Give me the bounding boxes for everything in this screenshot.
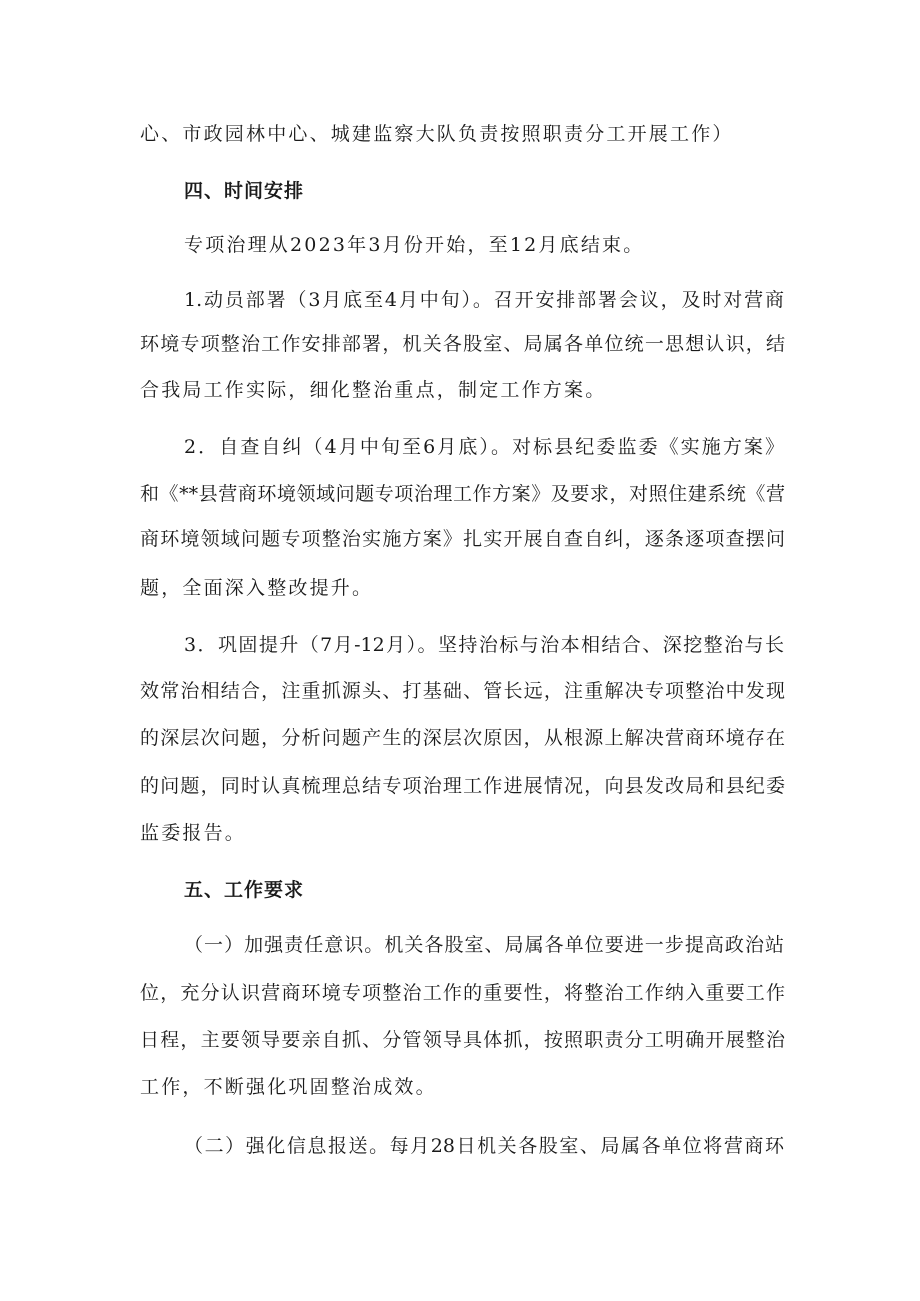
text-line: 的问题，同时认真梳理总结专项治理工作进展情况，向县发改局和县纪委 xyxy=(140,775,785,797)
text-line: 1.动员部署（3月底至4月中旬）。召开安排部署会议，及时对营商 xyxy=(184,289,784,311)
text-line: 题，全面深入整改提升。 xyxy=(140,577,374,599)
text-line: 环境专项整治工作安排部署，机关各股室、局属各单位统一思想认识，结 xyxy=(140,333,785,355)
text-line: 3．巩固提升（7月-12月）。坚持治标与治本相结合、深挖整治与长 xyxy=(184,634,784,656)
text-line: 日程，主要领导要亲自抓、分管领导具体抓，按照职责分工明确开展整治 xyxy=(140,1029,785,1051)
text-line: 合我局工作实际，细化整治重点，制定工作方案。 xyxy=(140,379,607,401)
text-line: （二）强化信息报送。每月28日机关各股室、局属各单位将营商环 xyxy=(184,1135,784,1157)
text-line: 2．自查自纠（4月中旬至6月底）。对标县纪委监委《实施方案》 xyxy=(184,436,784,458)
text-line: 工作，不断强化巩固整治成效。 xyxy=(140,1076,437,1098)
section-heading-requirements: 五、工作要求 xyxy=(184,879,305,901)
text-line: 效常治相结合，注重抓源头、打基础、管长远，注重解决专项整治中发现 xyxy=(140,680,785,702)
text-line: （一）加强责任意识。机关各股室、局属各单位要进一步提高政治站 xyxy=(184,934,784,956)
text-line: 的深层次问题，分析问题产生的深层次原因，从根源上解决营商环境存在 xyxy=(140,727,785,749)
text-line: 和《**县营商环境领域问题专项治理工作方案》及要求，对照住建系统《营 xyxy=(140,483,785,505)
text-line: 心、市政园林中心、城建监察大队负责按照职责分工开展工作） xyxy=(140,123,734,145)
text-line: 专项治理从2023年3月份开始，至12月底结束。 xyxy=(184,234,645,256)
text-line: 监委报告。 xyxy=(140,822,247,844)
section-heading-schedule: 四、时间安排 xyxy=(184,180,305,202)
text-line: 位，充分认识营商环境专项整治工作的重要性，将整治工作纳入重要工作 xyxy=(140,982,785,1004)
text-line: 商环境领域问题专项整治实施方案》扎实开展自查自纠，逐条逐项查摆问 xyxy=(140,528,785,550)
